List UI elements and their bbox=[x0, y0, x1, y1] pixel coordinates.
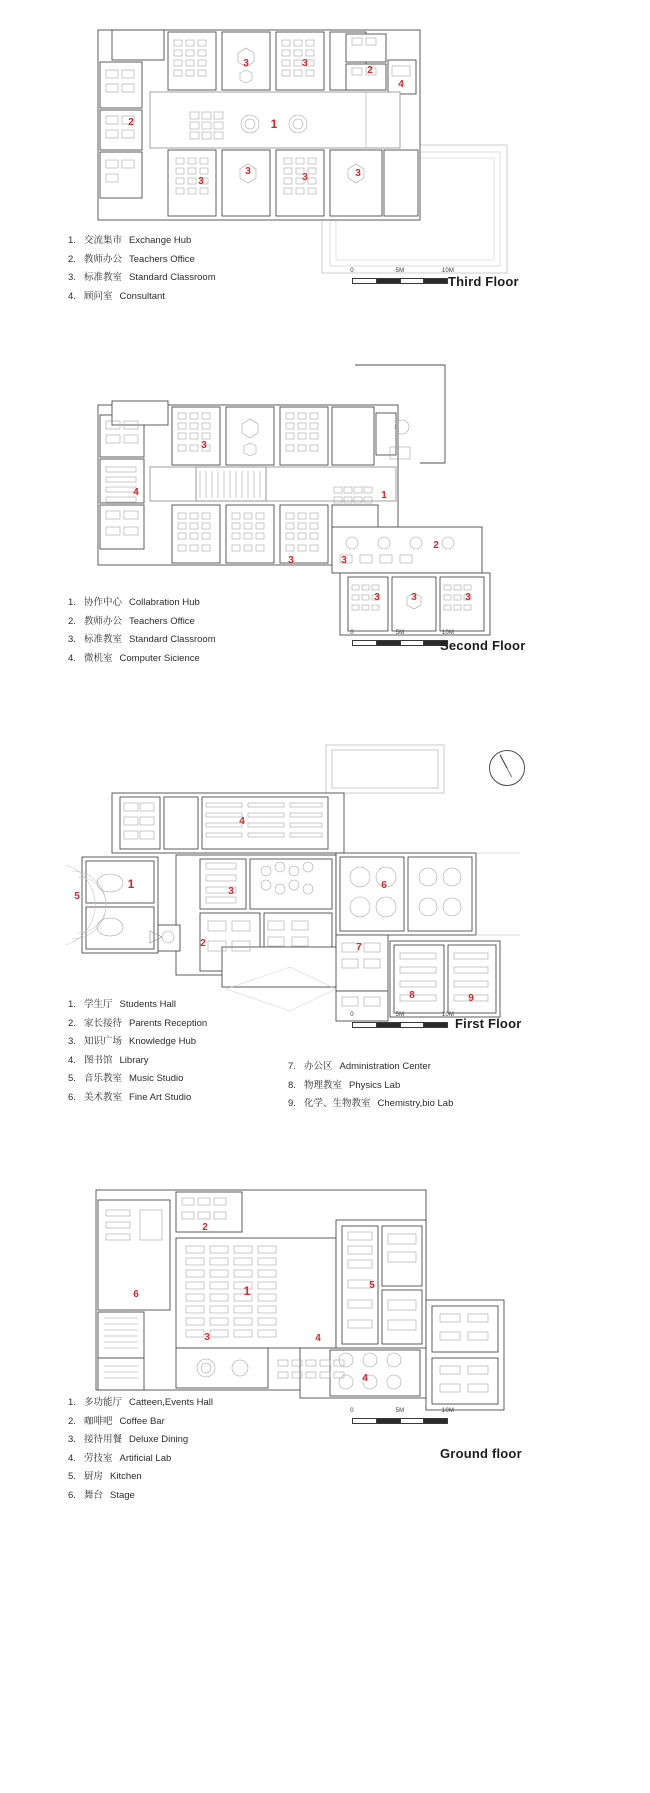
legend-number: 5. bbox=[68, 1471, 76, 1482]
legend-label-cn: 教师办公 bbox=[84, 253, 123, 265]
legend-item bbox=[68, 292, 216, 302]
room-marker: 6 bbox=[381, 880, 387, 891]
room-marker: 3 bbox=[341, 555, 347, 566]
room-marker: 1 bbox=[381, 490, 387, 501]
legend-item bbox=[288, 1062, 453, 1072]
legend-label-cn: 微机室 bbox=[84, 652, 113, 664]
legend-label-en: Computer Sicience bbox=[119, 652, 200, 664]
scale-label-10m: 10M bbox=[441, 268, 455, 274]
legend-label-en: Standard Classroom bbox=[129, 272, 216, 283]
legend-number: 1. bbox=[68, 597, 76, 608]
legend-third-floor bbox=[68, 236, 216, 310]
legend-number: 1. bbox=[68, 235, 76, 246]
room-marker: 3 bbox=[245, 166, 251, 177]
legend-label-cn: 办公区 bbox=[304, 1061, 333, 1072]
scale-bar-ticks bbox=[352, 1418, 448, 1424]
legend-label-cn: 接待用餐 bbox=[84, 1434, 123, 1445]
legend-number: 3. bbox=[68, 272, 76, 283]
room-marker: 3 bbox=[374, 592, 380, 603]
legend-label-en: Students Hall bbox=[119, 999, 177, 1010]
room-marker: 2 bbox=[128, 117, 134, 128]
scale-bar-ticks bbox=[352, 278, 448, 284]
legend-item bbox=[68, 1056, 207, 1066]
legend-number: 3. bbox=[68, 1434, 76, 1445]
legend-label-cn: 知识广场 bbox=[84, 1036, 123, 1047]
legend-item bbox=[68, 255, 216, 265]
legend-item bbox=[68, 1093, 207, 1103]
scale-bar bbox=[350, 630, 455, 652]
legend-number: 9. bbox=[288, 1098, 296, 1109]
scale-label-0: 0 bbox=[350, 1012, 354, 1018]
floor-title-third: Third Floor bbox=[448, 274, 519, 289]
room-marker: 3 bbox=[355, 168, 361, 179]
legend-item bbox=[68, 1435, 213, 1445]
legend-label-en: Administration Center bbox=[339, 1061, 431, 1072]
legend-label-cn: 厨房 bbox=[84, 1471, 104, 1482]
legend-item bbox=[288, 1081, 453, 1091]
legend-label-cn: 多功能厅 bbox=[84, 1397, 123, 1408]
room-marker: 4 bbox=[315, 1333, 321, 1344]
legend-item bbox=[68, 273, 216, 283]
legend-number: 8. bbox=[288, 1079, 296, 1091]
room-marker: 3 bbox=[198, 176, 204, 187]
legend-label-cn: 化学、生物教室 bbox=[304, 1098, 371, 1109]
legend-label-en: Knowledge Hub bbox=[129, 1036, 197, 1047]
legend-item bbox=[68, 1074, 207, 1084]
scale-label-5m: 5M bbox=[395, 630, 405, 636]
scale-label-0: 0 bbox=[350, 1408, 354, 1414]
legend-number: 6. bbox=[68, 1091, 76, 1103]
room-marker: 3 bbox=[288, 555, 294, 566]
scale-label-0: 0 bbox=[350, 268, 354, 274]
room-marker: 3 bbox=[228, 886, 234, 897]
legend-number: 3. bbox=[68, 634, 76, 645]
legend-number: 1. bbox=[68, 999, 76, 1010]
legend-label-en: Physics Lab bbox=[349, 1079, 401, 1091]
legend-label-cn: 音乐教室 bbox=[84, 1073, 123, 1084]
legend-label-en: Standard Classroom bbox=[129, 634, 216, 645]
room-marker: 1 bbox=[127, 877, 135, 891]
scale-bar-ticks bbox=[352, 640, 448, 646]
room-marker: 9 bbox=[468, 993, 474, 1004]
legend-number: 5. bbox=[68, 1073, 76, 1084]
scale-label-5m: 5M bbox=[395, 268, 405, 274]
legend-number: 2. bbox=[68, 1017, 76, 1029]
legend-label-en: Kitchen bbox=[110, 1471, 142, 1482]
room-marker: 1 bbox=[270, 117, 278, 131]
legend-label-cn: 咖啡吧 bbox=[84, 1415, 113, 1427]
room-marker: 2 bbox=[202, 1222, 208, 1233]
legend-item bbox=[68, 1491, 213, 1501]
room-marker: 3 bbox=[302, 172, 308, 183]
room-marker: 1 bbox=[243, 1284, 251, 1298]
legend-item bbox=[68, 1454, 213, 1464]
room-marker: 3 bbox=[204, 1332, 210, 1343]
legend-number: 3. bbox=[68, 1036, 76, 1047]
legend-label-cn: 舞台 bbox=[84, 1489, 104, 1501]
legend-item bbox=[68, 1000, 207, 1010]
legend-label-cn: 物理教室 bbox=[304, 1079, 343, 1091]
scale-label-0: 0 bbox=[350, 630, 354, 636]
room-marker: 3 bbox=[465, 592, 471, 603]
legend-item bbox=[68, 1472, 213, 1482]
floor-title-first: First Floor bbox=[455, 1016, 522, 1031]
legend-item bbox=[68, 635, 216, 645]
room-marker: 4 bbox=[398, 79, 404, 90]
legend-label-en: Exchange Hub bbox=[129, 235, 192, 246]
legend-number: 6. bbox=[68, 1489, 76, 1501]
legend-number: 4. bbox=[68, 1452, 76, 1464]
scale-label-10m: 10M bbox=[441, 630, 455, 636]
legend-number: 2. bbox=[68, 253, 76, 265]
legend-item bbox=[68, 617, 216, 627]
legend-item bbox=[68, 236, 216, 246]
room-marker: 3 bbox=[411, 592, 417, 603]
legend-label-cn: 协作中心 bbox=[84, 597, 123, 608]
legend-label-cn: 标准教室 bbox=[84, 634, 123, 645]
scale-bar bbox=[350, 1408, 455, 1430]
legend-label-en: Teachers Office bbox=[129, 615, 195, 627]
legend-number: 2. bbox=[68, 615, 76, 627]
legend-label-en: Catteen,Events Hall bbox=[129, 1397, 213, 1408]
legend-item bbox=[68, 1417, 213, 1427]
room-marker: 6 bbox=[133, 1289, 139, 1300]
floor-title-ground: Ground floor bbox=[440, 1446, 522, 1461]
legend-item bbox=[68, 1037, 207, 1047]
legend-label-cn: 顾问室 bbox=[84, 290, 113, 302]
legend-label-cn: 标准教室 bbox=[84, 272, 123, 283]
legend-label-en: Consultant bbox=[119, 290, 165, 302]
room-marker: 2 bbox=[200, 938, 206, 949]
room-marker: 4 bbox=[362, 1373, 368, 1384]
scale-bar bbox=[350, 268, 455, 290]
scale-label-10m: 10M bbox=[441, 1408, 455, 1414]
legend-label-cn: 交流集市 bbox=[84, 235, 123, 246]
legend-number: 4. bbox=[68, 652, 76, 664]
scale-bar-ticks bbox=[352, 1022, 448, 1028]
room-marker: 3 bbox=[201, 440, 207, 451]
legend-label-en: Fine Art Studio bbox=[129, 1091, 192, 1103]
legend-label-cn: 劳技室 bbox=[84, 1452, 113, 1464]
legend-label-en: Chemistry,bio Lab bbox=[377, 1098, 454, 1109]
compass-icon bbox=[489, 750, 525, 786]
legend-number: 1. bbox=[68, 1397, 76, 1408]
legend-item bbox=[68, 1398, 213, 1408]
room-marker: 8 bbox=[409, 990, 415, 1001]
legend-label-cn: 学生厅 bbox=[84, 999, 113, 1010]
room-marker: 7 bbox=[356, 942, 362, 953]
legend-label-cn: 教师办公 bbox=[84, 615, 123, 627]
legend-number: 7. bbox=[288, 1061, 296, 1072]
legend-label-en: Library bbox=[119, 1054, 149, 1066]
scale-label-5m: 5M bbox=[395, 1408, 405, 1414]
scale-bar bbox=[350, 1012, 455, 1034]
legend-item bbox=[288, 1099, 453, 1109]
room-marker: 4 bbox=[239, 816, 245, 827]
legend-label-cn: 图书馆 bbox=[84, 1054, 113, 1066]
legend-label-en: Coffee Bar bbox=[119, 1415, 165, 1427]
scale-label-5m: 5M bbox=[395, 1012, 405, 1018]
legend-label-en: Artificial Lab bbox=[119, 1452, 172, 1464]
legend-ground-floor bbox=[68, 1398, 213, 1509]
scale-label-10m: 10M bbox=[441, 1012, 455, 1018]
legend-label-en: Stage bbox=[110, 1489, 135, 1501]
room-marker: 3 bbox=[243, 58, 249, 69]
legend-item bbox=[68, 598, 216, 608]
legend-number: 4. bbox=[68, 290, 76, 302]
room-marker: 5 bbox=[74, 891, 80, 902]
legend-number: 4. bbox=[68, 1054, 76, 1066]
room-marker: 2 bbox=[367, 65, 373, 76]
room-marker: 5 bbox=[369, 1280, 375, 1291]
legend-label-cn: 家长接待 bbox=[84, 1017, 123, 1029]
legend-label-en: Teachers Office bbox=[129, 253, 195, 265]
legend-first-floor-left bbox=[68, 1000, 207, 1111]
compass-needle bbox=[500, 755, 508, 769]
legend-label-en: Parents Reception bbox=[129, 1017, 208, 1029]
legend-first-floor-right bbox=[288, 1062, 453, 1118]
compass-needle-tail bbox=[507, 768, 513, 777]
room-marker: 2 bbox=[433, 540, 439, 551]
legend-item bbox=[68, 1019, 207, 1029]
legend-label-en: Deluxe Dining bbox=[129, 1434, 189, 1445]
legend-label-en: Music Studio bbox=[129, 1073, 184, 1084]
floor-title-second: Second Floor bbox=[440, 638, 526, 653]
legend-item bbox=[68, 654, 216, 664]
legend-label-cn: 美术教室 bbox=[84, 1091, 123, 1103]
legend-number: 2. bbox=[68, 1415, 76, 1427]
room-marker: 4 bbox=[133, 487, 139, 498]
legend-second-floor bbox=[68, 598, 216, 672]
room-marker: 3 bbox=[302, 58, 308, 69]
legend-label-en: Collabration Hub bbox=[129, 597, 200, 608]
